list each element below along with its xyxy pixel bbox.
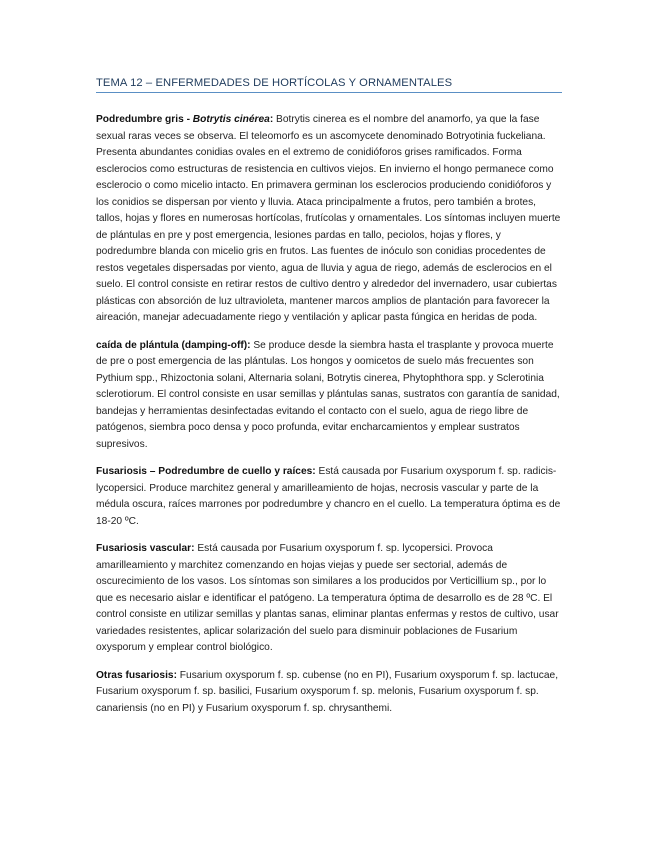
section-body: Botrytis cinerea es el nombre del anamorfo, ya que la fase sexual raras veces se observa. El teleomorfo es un ascomycete denominado Botryotinia fuckeliana. Presenta abundantes conidias ovales en el extremo de conidióforos grises ramificados. Forma esclerocios como estructuras de resistencia en cultivos viejos. En invierno el hongo permanece como esclerocio o como micelio intacto. En primavera germinan los esclerocios produciendo conidióforos y los conidios se dispersan por viento y lluvia. Ataca principalmente a frutos, pero también a brotes, tallos, hojas y flores en numerosas hortícolas, frutícolas y ornamentales. Los síntomas incluyen muerte de plántulas en pre y post emergencia, lesiones pardas en tallo, peciolos, hojas y flores, y podredumbre blanda con micelio gris en frutos. Las fuentes de inóculo son conidias procedentes de restos vegetales dispersadas por viento, agua de lluvia y agua de riego, además de esclerocios en el suelo. El control consiste en retirar restos de cultivo dentro y alrededor del invernadero, usar cubiertas plásticas con absorción de luz ultravioleta, mantener marcos amplios de plantación para favorecer la aireación, manejar adecuadamente riego y ventilación y aplicar pasta fúngica en heridas de poda. xyxy=(96,114,561,323)
section-title xyxy=(96,114,273,125)
section-body: Está causada por Fusarium oxysporum f. sp. lycopersici. Provoca amarilleamiento y marchitez comenzando en hojas viejas y puede ser sectorial, además de oscurecimiento de los vasos. Los síntomas son similares a los producidos por Verticillium sp., por lo que es necesario aislar e identificar el patógeno. La temperatura óptima de desarrollo es de 28 ºC. El control consiste en utilizar semillas y plantas sanas, eliminar plantas enfermas y restos de cultivo, usar variedades resistentes, aplicar solarización del suelo para disminuir poblaciones de Fusarium oxysporum y emplear control biológico. xyxy=(96,543,559,653)
section-title-text: Podredumbre gris - xyxy=(96,114,193,125)
section-title-suffix: : xyxy=(269,114,274,125)
section-body: Se produce desde la siembra hasta el trasplante y provoca muerte de pre o post emergencia de las plántulas. Los hongos y oomicetos de suelo más frecuentes son Pythium spp., Rhizoctonia solani, Alternaria solani, Botrytis cinerea, Phytophthora spp. y Sclerotinia sclerotiorum. El control consiste en usar semillas y plántulas sanas, sustratos con garantía de sanidad, bandejas y herramientas desinfectadas evitando el contacto con el suelo, agua de riego libre de patógenos, siembra poco densa y poco profunda, evitar encharcamientos y emplear sustratos supresivos. xyxy=(96,339,560,450)
section-title-italic: Botrytis cinérea xyxy=(192,114,270,125)
document-page xyxy=(96,77,562,728)
section-body: Está causada por Fusarium oxysporum f. sp. radicis-lycopersici. Produce marchitez general y amarilleamiento de hojas, necrosis vascular y parte de la médula oscura, raíces marrones por podredumbre y chancro en el cuello. La temperatura óptima es de 18-20 ºC. xyxy=(96,466,561,527)
section-title: Fusariosis vascular: xyxy=(96,543,195,554)
page-header: TEMA 12 – ENFERMEDADES DE HORTÍCOLAS Y ORNAMENTALES xyxy=(96,77,562,93)
section-caida-plantula xyxy=(96,338,562,454)
section-body: Fusarium oxysporum f. sp. cubense (no en PI), Fusarium oxysporum f. sp. lactucae, Fusarium oxysporum f. sp. basilici, Fusarium oxysporum f. sp. melonis, Fusarium oxysporum f. sp. canariensis (no en PI) y Fusarium oxysporum f. sp. chrysanthemi. xyxy=(96,669,559,714)
section-title: Otras fusariosis: xyxy=(96,669,177,681)
section-fusariosis-vascular xyxy=(96,541,562,657)
section-title: caída de plántula (damping-off): xyxy=(96,339,251,351)
section-fusariosis-cuello-raices xyxy=(96,464,562,530)
section-title: Fusariosis – Podredumbre de cuello y raíces: xyxy=(96,466,316,477)
section-podredumbre-gris xyxy=(96,112,562,327)
section-otras-fusariosis xyxy=(96,668,562,718)
